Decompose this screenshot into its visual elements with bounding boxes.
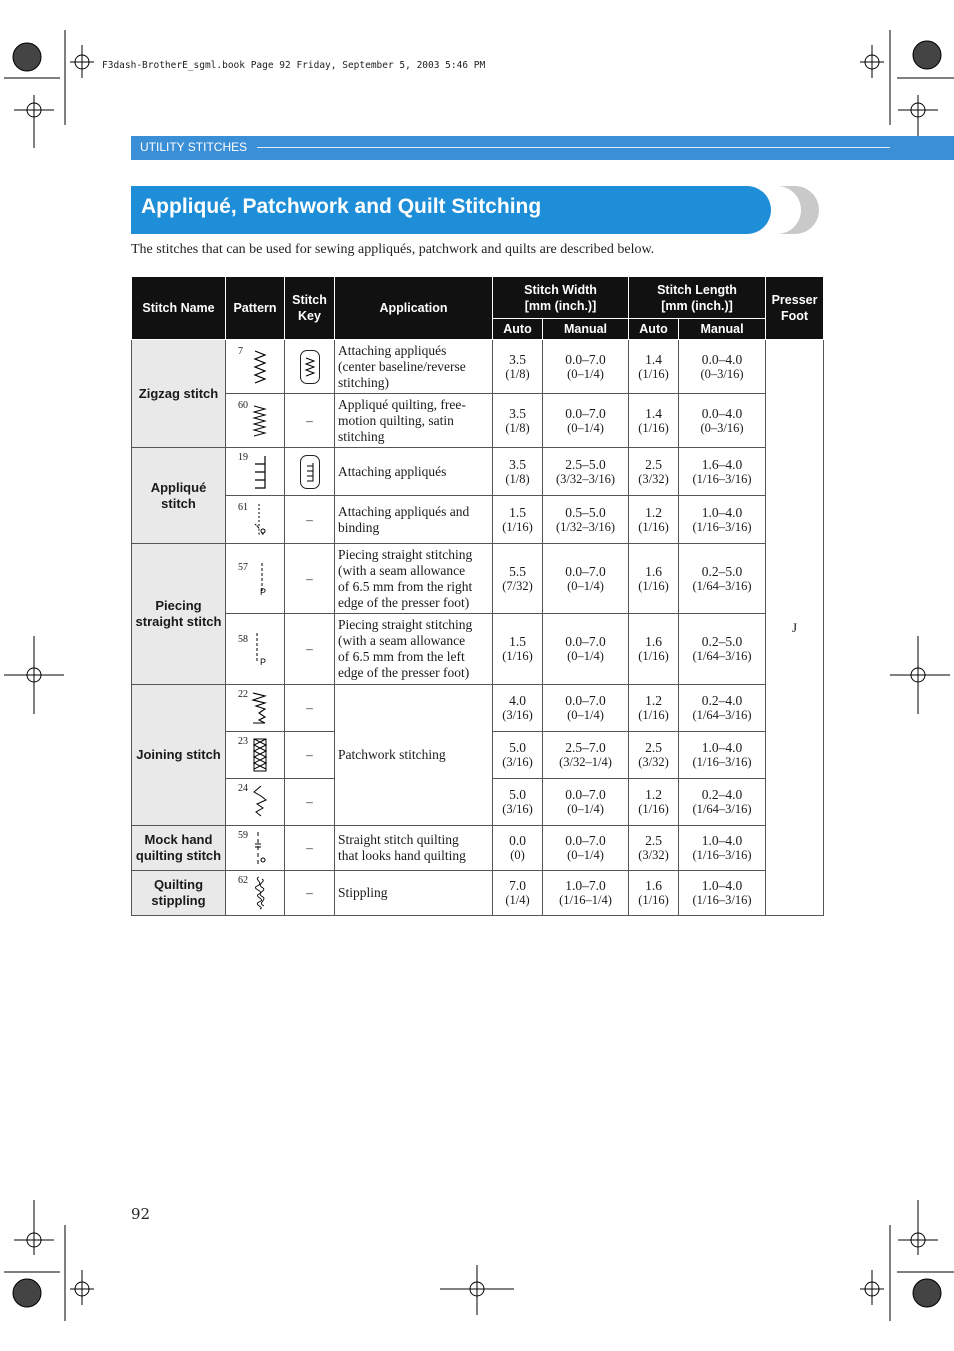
value-inch: (1/4) (505, 893, 530, 907)
value: 0.0–7.0 (565, 787, 606, 802)
table-row (132, 614, 824, 685)
width-manual (543, 448, 629, 496)
header-stitch-name: Stitch Name (132, 277, 226, 340)
application-cell (335, 496, 493, 544)
value: 0.0–7.0 (565, 563, 606, 579)
length-manual (679, 544, 766, 614)
application-line: Attaching appliqués and (338, 503, 470, 519)
header-length-1: Stitch Length (657, 282, 737, 297)
title-bar (131, 186, 771, 234)
length-auto (629, 871, 679, 916)
stitch-name-line: straight stitch (135, 614, 222, 629)
joining-pattern-icon (251, 690, 269, 726)
value-inch: (1/16) (502, 519, 533, 534)
width-manual (543, 614, 629, 685)
value-inch: (1/16–3/16) (692, 471, 752, 486)
application-cell (335, 394, 493, 448)
stitch-name-applique (132, 448, 226, 544)
section-label: UTILITY STITCHES (140, 140, 248, 154)
stippling-pattern-icon (251, 875, 269, 911)
value: 5.0 (509, 787, 526, 802)
stitch-name-line: Appliqué (150, 479, 207, 495)
width-auto (493, 448, 543, 496)
value-inch: (1/16–3/16) (692, 755, 752, 769)
length-auto (629, 544, 679, 614)
table-row (132, 826, 824, 871)
value-inch: (1/16) (638, 893, 669, 907)
length-auto (629, 394, 679, 448)
pattern-cell (226, 448, 285, 496)
value-inch: (3/16) (502, 708, 533, 722)
width-manual (543, 685, 629, 732)
stitch-key-cell (285, 448, 335, 496)
application-line: (with a seam allowance (338, 633, 466, 648)
value: 2.5 (645, 833, 662, 848)
value-inch: (0–1/4) (567, 578, 604, 593)
pattern-number: 60 (238, 400, 248, 411)
pattern-cell (226, 732, 285, 779)
stitch-key-dash: – (285, 544, 335, 614)
value: 3.5 (509, 456, 526, 472)
piecing-left-pattern-icon (251, 631, 269, 667)
length-auto (629, 779, 679, 826)
value-inch: (0–1/4) (567, 708, 604, 722)
header-presser-foot (766, 277, 824, 340)
pattern-number: 58 (238, 634, 248, 645)
stitch-name-line: Piecing (155, 598, 202, 613)
value: 1.4 (645, 405, 662, 421)
width-auto (493, 871, 543, 916)
width-auto (493, 340, 543, 394)
pattern-number: 57 (238, 562, 248, 573)
presser-foot-value: J (766, 340, 824, 916)
stitch-key-dash: – (285, 614, 335, 685)
application-line: (center baseline/reverse (338, 358, 466, 374)
header-length-manual: Manual (679, 319, 766, 340)
stitch-name-line: Mock hand (144, 832, 213, 847)
width-manual (543, 544, 629, 614)
intro-text: The stitches that can be used for sewing appliqués, patchwork and quilts are described below. (131, 242, 655, 257)
value-inch: (7/32) (502, 578, 533, 593)
stitch-name-quilting-stippling (132, 871, 226, 916)
applique-key-icon (300, 455, 320, 489)
value-inch: (1/16–3/16) (692, 893, 752, 907)
header-stitch-key (285, 277, 335, 340)
value-inch: (0–1/4) (567, 420, 604, 435)
value-inch: (1/32–3/16) (555, 519, 616, 534)
application-line: Stippling (338, 885, 388, 900)
value-inch: (3/32) (638, 755, 669, 769)
feather-joining-pattern-icon (251, 784, 269, 820)
value-inch: (1/16) (638, 519, 669, 534)
zigzag-key-icon (300, 350, 320, 384)
value-inch: (0–1/4) (567, 366, 604, 381)
value: 1.6 (645, 878, 662, 893)
application-cell (335, 826, 493, 871)
value: 0.2–5.0 (701, 634, 743, 649)
value: 0.5–5.0 (565, 504, 606, 520)
value: 2.5 (645, 740, 662, 755)
application-cell (335, 871, 493, 916)
value: 2.5–7.0 (565, 740, 606, 755)
application-line: of 6.5 mm from the right (338, 578, 473, 594)
value-inch: (0) (510, 848, 525, 862)
value: 4.0 (509, 693, 526, 708)
table-row (132, 685, 824, 732)
length-manual (679, 614, 766, 685)
value-inch: (3/32–1/4) (559, 755, 612, 769)
value: 0.0–7.0 (565, 693, 606, 708)
header-stitch-key-1: Stitch (292, 293, 327, 307)
pattern-cell (226, 826, 285, 871)
value-inch: (1/64–3/16) (692, 649, 752, 663)
value: 1.6 (645, 563, 662, 579)
value-inch: (1/16–3/16) (692, 848, 752, 862)
value: 0.0–7.0 (565, 405, 606, 421)
table-row (132, 340, 824, 394)
stitch-key-cell (285, 340, 335, 394)
header-width-2: [mm (inch.)] (524, 298, 597, 313)
value: 1.0–4.0 (701, 833, 743, 848)
application-line: motion quilting, satin (338, 412, 454, 428)
stitch-name-piecing (132, 544, 226, 685)
value: 1.4 (645, 351, 662, 367)
pattern-cell (226, 779, 285, 826)
pattern-number: 22 (238, 689, 248, 700)
pattern-number: 7 (238, 346, 243, 357)
value-inch: (1/8) (505, 420, 530, 435)
application-cell (335, 448, 493, 496)
application-cell (335, 340, 493, 394)
width-auto (493, 544, 543, 614)
width-manual (543, 732, 629, 779)
application-line: edge of the presser foot) (338, 665, 470, 680)
value: 5.0 (509, 740, 526, 755)
value-inch: (0–1/4) (567, 848, 604, 862)
value: 0.2–4.0 (701, 693, 743, 708)
value-inch: (1/16) (638, 649, 669, 663)
print-header: F3dash-BrotherE_sgml.book Page 92 Friday, September 5, 2003 5:46 PM (102, 60, 486, 71)
length-auto (629, 826, 679, 871)
value: 0.0–4.0 (701, 351, 743, 367)
value-inch: (1/16) (502, 649, 533, 663)
value: 5.5 (509, 563, 526, 579)
value-inch: (1/16) (638, 420, 669, 435)
width-manual (543, 394, 629, 448)
value: 0.2–4.0 (701, 787, 743, 802)
application-line: Attaching appliqués (338, 342, 447, 358)
length-manual (679, 732, 766, 779)
header-width-manual: Manual (543, 319, 629, 340)
satin-zigzag-pattern-icon (251, 403, 269, 439)
stitch-name-line: quilting stitch (135, 848, 222, 863)
pattern-number: 62 (238, 875, 248, 886)
value: 1.0–4.0 (701, 740, 743, 755)
page-title: Appliqué, Patchwork and Quilt Stitching (141, 195, 542, 218)
value: 1.0–7.0 (565, 878, 606, 893)
header-stitch-width (493, 277, 629, 319)
pattern-number: 24 (238, 783, 248, 794)
width-auto (493, 614, 543, 685)
stitch-name-zigzag: Zigzag stitch (132, 340, 226, 448)
value: 0.2–5.0 (701, 563, 743, 579)
table-row (132, 496, 824, 544)
width-auto (493, 826, 543, 871)
svg-text:P: P (260, 657, 267, 667)
value: 2.5 (645, 456, 662, 472)
value: 1.2 (645, 504, 662, 520)
stitch-name-mock-hand (132, 826, 226, 871)
application-line: stitching) (338, 374, 389, 390)
title-banner (131, 186, 821, 234)
value-inch: (1/64–3/16) (692, 708, 752, 722)
length-auto (629, 496, 679, 544)
table-row (132, 871, 824, 916)
application-line: Patchwork stitching (338, 747, 446, 762)
svg-text:P: P (260, 586, 267, 597)
pattern-cell (226, 394, 285, 448)
pattern-cell (226, 496, 285, 544)
zigzag-pattern-icon (251, 349, 269, 385)
value-inch: (1/16–1/4) (559, 893, 612, 907)
header-presser-2: Foot (780, 309, 809, 323)
value-inch: (0–3/16) (700, 366, 744, 381)
application-cell (335, 685, 493, 826)
stitch-key-dash: – (285, 685, 335, 732)
value-inch: (1/16–3/16) (692, 519, 752, 534)
table-row (132, 544, 824, 614)
header-application: Application (335, 277, 493, 340)
width-auto (493, 685, 543, 732)
length-manual (679, 448, 766, 496)
length-auto (629, 340, 679, 394)
pattern-cell (226, 685, 285, 732)
application-line: edge of the presser foot) (338, 594, 470, 610)
value-inch: (1/8) (505, 366, 530, 381)
value-inch: (0–3/16) (700, 420, 744, 435)
value-inch: (1/64–3/16) (692, 802, 752, 816)
header-length-auto: Auto (629, 319, 679, 340)
value: 1.2 (645, 693, 662, 708)
blind-applique-pattern-icon (251, 502, 269, 538)
application-line: of 6.5 mm from the left (338, 649, 465, 664)
value-inch: (3/16) (502, 755, 533, 769)
stitch-name-line: Quilting (153, 877, 204, 892)
stitch-name-joining: Joining stitch (132, 685, 226, 826)
width-manual (543, 871, 629, 916)
value-inch: (1/16) (638, 708, 669, 722)
value: 1.6 (645, 634, 662, 649)
value: 3.5 (509, 351, 526, 367)
pattern-cell (226, 340, 285, 394)
value-inch: (1/64–3/16) (692, 578, 752, 593)
value-inch: (3/32) (638, 848, 669, 862)
value: 0.0–7.0 (565, 351, 606, 367)
stitch-table (131, 276, 824, 916)
length-manual (679, 496, 766, 544)
page-number: 92 (131, 1205, 151, 1223)
value: 3.5 (509, 405, 526, 421)
length-manual (679, 871, 766, 916)
stitch-name-line: stippling (151, 893, 206, 908)
length-auto (629, 614, 679, 685)
pattern-number: 59 (238, 830, 248, 841)
header-length-2: [mm (inch.)] (661, 298, 733, 313)
pattern-cell (226, 871, 285, 916)
value: 1.5 (509, 504, 526, 520)
length-auto (629, 448, 679, 496)
header-pattern: Pattern (226, 277, 285, 340)
mock-hand-pattern-icon (251, 830, 269, 866)
width-manual (543, 826, 629, 871)
value-inch: (0–1/4) (567, 802, 604, 816)
value: 1.0–4.0 (701, 504, 743, 520)
table-row (132, 394, 824, 448)
value-inch: (1/8) (505, 471, 530, 486)
width-auto (493, 732, 543, 779)
section-bar (131, 136, 954, 160)
header-width-auto: Auto (493, 319, 543, 340)
width-manual (543, 779, 629, 826)
value: 0.0–7.0 (565, 634, 606, 649)
value: 1.6–4.0 (701, 456, 743, 472)
value: 0.0 (509, 833, 526, 848)
value: 1.2 (645, 787, 662, 802)
application-line: (with a seam allowance (338, 562, 466, 578)
width-auto (493, 496, 543, 544)
value: 1.5 (509, 634, 526, 649)
value-inch: (3/32) (638, 471, 669, 486)
width-auto (493, 394, 543, 448)
application-cell (335, 544, 493, 614)
application-line: Piecing straight stitching (338, 617, 473, 632)
header-presser-1: Presser (771, 293, 818, 307)
stitch-key-dash: – (285, 871, 335, 916)
piecing-right-pattern-icon (251, 561, 269, 597)
application-line: Straight stitch quilting (338, 832, 459, 847)
header-stitch-length (629, 277, 766, 319)
cross-joining-pattern-icon (251, 737, 269, 773)
length-auto (629, 685, 679, 732)
application-cell (335, 614, 493, 685)
value: 0.0–7.0 (565, 833, 606, 848)
length-manual (679, 394, 766, 448)
pattern-number: 19 (238, 452, 248, 463)
length-manual (679, 826, 766, 871)
value: 7.0 (509, 878, 526, 893)
width-manual (543, 340, 629, 394)
header-stitch-key-2: Key (298, 309, 321, 323)
application-line: stitching (338, 428, 385, 444)
stitch-key-dash: – (285, 732, 335, 779)
value-inch: (0–1/4) (567, 649, 604, 663)
application-line: Appliqué quilting, free- (338, 396, 466, 412)
value-inch: (1/16) (638, 578, 669, 593)
pattern-number: 61 (238, 502, 248, 513)
pattern-cell (226, 614, 285, 685)
value-inch: (1/16) (638, 366, 669, 381)
value-inch: (3/16) (502, 802, 533, 816)
length-manual (679, 685, 766, 732)
application-line: that looks hand quilting (338, 848, 466, 863)
value-inch: (1/16) (638, 802, 669, 816)
width-auto (493, 779, 543, 826)
application-line: Attaching appliqués (338, 463, 447, 479)
value: 1.0–4.0 (701, 878, 743, 893)
header-width-1: Stitch Width (524, 282, 597, 297)
stitch-key-dash: – (285, 496, 335, 544)
application-line: binding (338, 519, 380, 535)
stitch-key-dash: – (285, 779, 335, 826)
table-row (132, 448, 824, 496)
length-manual (679, 340, 766, 394)
length-auto (629, 732, 679, 779)
value: 2.5–5.0 (565, 456, 606, 472)
length-manual (679, 779, 766, 826)
width-manual (543, 496, 629, 544)
stitch-key-dash: – (285, 826, 335, 871)
stitch-key-dash: – (285, 394, 335, 448)
pattern-cell (226, 544, 285, 614)
stitch-name-line: stitch (161, 495, 196, 511)
pattern-number: 23 (238, 736, 248, 747)
application-line: Piecing straight stitching (338, 546, 473, 562)
value: 0.0–4.0 (701, 405, 743, 421)
section-rule (257, 147, 890, 148)
applique-pattern-icon (251, 454, 269, 490)
value-inch: (3/32–3/16) (555, 471, 616, 486)
